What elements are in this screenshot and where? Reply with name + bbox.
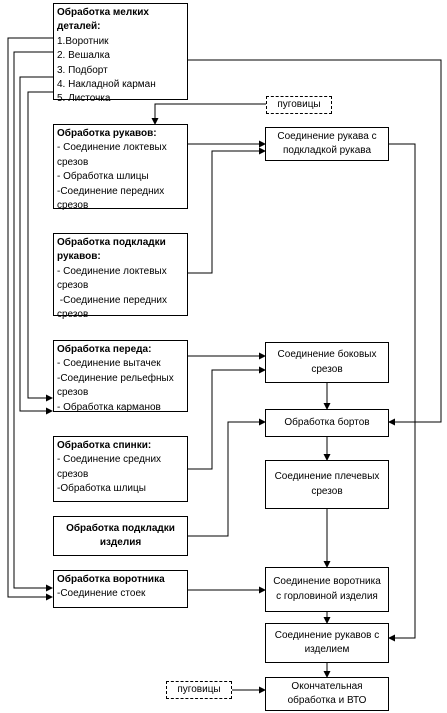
front-item-1: - Соединение вытачек: [57, 358, 161, 370]
back-item-2: -Обработка шлицы: [57, 483, 146, 495]
sleeves-item-2: - Обработка шлицы: [57, 171, 149, 183]
box-small-parts-title: Обработка мелких деталей:: [57, 7, 149, 33]
box-collar: [53, 570, 188, 608]
box-collar-neck-label: Соединение воротника с горловиной изделия: [273, 576, 381, 602]
box-front: [53, 340, 188, 412]
box-front-title: Обработка переда:: [57, 344, 152, 355]
box-edges: [265, 409, 389, 437]
box-lining: [53, 516, 188, 556]
back-item-1: - Соединение средних срезов: [57, 454, 164, 480]
box-sleeves-attach: [265, 623, 389, 663]
box-sleeve-join-label: Соединение рукава с подкладкой рукава: [277, 130, 377, 156]
box-collar-neck: [265, 567, 389, 612]
connector-sleeve-lining: [188, 151, 265, 273]
connector-buttons-top: [155, 104, 266, 124]
small-parts-item-5: 5. Листочка: [57, 93, 111, 105]
box-buttons-top-label: пуговицы: [277, 98, 321, 110]
small-parts-item-1: 1.Воротник: [57, 35, 109, 47]
box-small-parts: [53, 3, 188, 105]
box-sleeves-title: Обработка рукавов:: [57, 128, 157, 139]
sleeves-item-1: - Соединение локтевых срезов: [57, 142, 170, 168]
box-sleeve-join: [265, 127, 389, 161]
box-sleeves: [53, 124, 188, 212]
box-buttons-bottom: [166, 681, 232, 699]
box-edges-label: Обработка бортов: [284, 416, 370, 428]
box-sleeve-lining: [53, 233, 188, 321]
sleeve-lining-item-2: -Соединение передних срезов: [57, 294, 170, 321]
box-collar-title: Обработка воротника: [57, 574, 165, 585]
box-back: [53, 436, 188, 502]
box-final-label: Окончательная обработка и ВТО: [287, 680, 367, 706]
connector-back: [188, 370, 265, 469]
box-shoulder: [265, 460, 389, 509]
connector-pocket-item: [20, 77, 53, 411]
collar-item-1: -Соединение стоек: [57, 588, 146, 600]
connector-welt-item: [28, 92, 53, 398]
box-buttons-bottom-label: пуговицы: [177, 683, 221, 695]
front-item-3: - Обработка карманов: [57, 401, 161, 413]
box-lining-title: Обработка подкладки изделия: [66, 522, 175, 548]
connector-lining: [188, 422, 265, 536]
box-side-seams: [265, 342, 389, 383]
box-side-seams-label: Соединение боковых срезов: [277, 349, 377, 375]
box-shoulder-label: Соединение плечевых срезов: [274, 471, 380, 497]
box-sleeves-attach-label: Соединение рукавов с изделием: [274, 629, 380, 655]
small-parts-item-3: 3. Подборт: [57, 64, 108, 76]
box-buttons-top: [266, 96, 332, 114]
box-sleeve-lining-title: Обработка подкладки рукавов:: [57, 237, 166, 263]
connector-sleeve-join: [389, 144, 415, 638]
box-final: [265, 677, 389, 711]
small-parts-item-4: 4. Накладной карман: [57, 79, 156, 91]
sleeves-item-3: -Соединение передних срезов: [57, 185, 168, 212]
box-back-title: Обработка спинки:: [57, 440, 152, 451]
small-parts-item-2: 2. Вешалка: [57, 50, 110, 62]
front-item-2: -Соединение рельефных срезов: [57, 372, 177, 399]
connector-collar-item: [8, 38, 53, 597]
sleeve-lining-item-1: - Соединение локтевых срезов: [57, 265, 170, 292]
